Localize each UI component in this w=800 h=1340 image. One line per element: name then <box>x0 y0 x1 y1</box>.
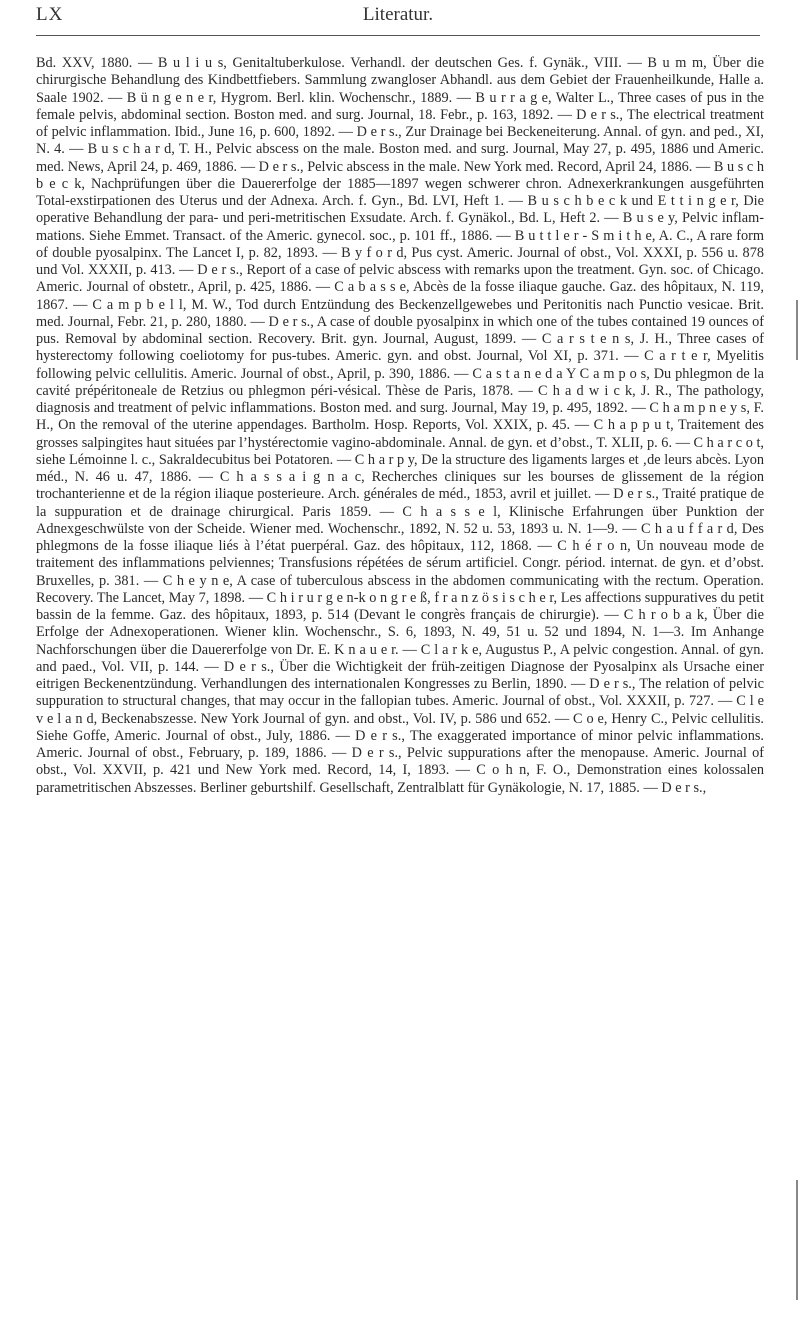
bibliography-paragraph: Bd. XXV, 1880. — B u l i u s, Genitaltuberkulose. Verhandl. der deutschen Ges. f. Gynäk., VIII. — B u m m, Über die chirurgische Behandlung des Kindbettfiebers. Sammlung zwangloser Abhandl. aus dem Gebiet der Frauenheilkunde, Halle a. Saale 1902. — B ü n g e n e r, Hygrom. Berl. klin. Wochenschr., 1889. — B u r r a g e, Walter L., Three cases of pus in the female pelvis, abdominal section. Boston med. and surg. Journal, 18. Febr., p. 163, 1892. — D e r s., The electrical treatment of pelvic inflammation. Ibid., June 16, p. 600, 1892. — D e r s., Zur Drainage bei Beckeneiterung. Annal. of gyn. and ped., XI, N. 4. — B u s c h a r d, T. H., Pelvic abscess on the male. Boston med. and surg. Journal, May 27, p. 495, 1886 und Americ. med. News, April 24, p. 469, 1886. — D e r s., Pelvic abscess in the male. New York med. Record, April 24, 1886. — B u s c h b e c k, Nachprüfungen über die Dauererfolge der 1885—1897 wegen schwerer chron. Adnexerkrankungen ausgeführten Total-exstirpationen des Uterus und der Adnexa. Arch. f. Gyn., Bd. LVI, Heft 1. — B u s c h b e c k und E t t i n g e r, Die operative Behandlung der para- und peri-metritischen Exsudate. Arch. f. Gynäkol., Bd. L, Heft 2. — B u s e y, Pelvic inflam-mations. Siehe Emmet. Transact. of the Americ. gynecol. soc., p. 101 ff., 1886. — B u t t l e r - S m i t h e, A. C., A rare form of double pyosalpinx. The Lancet I, p. 82, 1893. — B y f o r d, Pus cyst. Americ. Journal of obst., Vol. XXXI, p. 556 u. 878 und Vol. XXXII, p. 413. — D e r s., Report of a case of pelvic abscess with remarks upon the treatment. Gyn. soc. of Chicago. Americ. Journal of obstetr., April, p. 425, 1886. — C a b a s s e, Abcès de la fosse iliaque gauche. Gaz. des hôpitaux, N. 119, 1867. — C a m p b e l l, M. W., Tod durch Entzündung des Beckenzellgewebes und Peritonitis nach Punctio vesicae. Brit. med. Journal, Febr. 21, p. 280, 1880. — D e r s., A case of double pyosalpinx in which one of the tubes contained 19 ounces of pus. Removal by abdominal section. Recovery. Brit. gyn. Journal, August, 1899. — C a r s t e n s, J. H., Three cases of hysterectomy following coeliotomy for pus-tubes. Americ. gyn. and obst. Journal, Vol XI, p. 371. — C a r t e r, Myelitis following pelvic cellulitis. Americ. Journal of obst., April, p. 390, 1886. — C a s t a n e d a Y C a m p o s, Du phlegmon de la cavité prépéritoneale de Retzius ou phlegmon péri-vésical. Thèse de Paris, 1878. — C h a d w i c k, J. R., The pathology, diagnosis and treatment of pelvic inflammations. Boston med. and surg. Journal, May 19, p. 495, 1892. — C h a m p n e y s, F. H., On the removal of the uterine appendages. Bartholm. Hosp. Reports, Vol. XXIX, p. 45. — C h a p p u t, Traitement des grosses salpingites haut situées par l’hystérectomie vagino-abdominale. Annal. de gyn. et d’obst., T. XLII, p. 6. — C h a r c o t, siehe Lémoinne l. c., Sakraldecubitus bei Potatoren. — C h a r p y, De la structure des ligaments larges et ‚de leurs abcès. Lyon méd., N. 46 u. 47, 1886. — C h a s s a i g n a c, Recherches cliniques sur les bourses de glissement de la région trochanterienne et de la région iliaque posterieure. Arch. générales de méd., 1853, avril et juillet. — D e r s., Traité pratique de la suppuration et de drainage chirurgical. Paris 1859. — C h a s s e l, Klinische Erfahrungen über Punktion der Adnexgeschwülste von der Scheide. Wiener med. Wochenschr., 1892, N. 52 u. 53, 1893 u. N. 1—9. — C h a u f f a r d, Des phlegmons de la fosse iliaque liés à l’état puerpéral. Gaz. des hôpitaux, 112, 1868. — C h é r o n, Un nouveau mode de traitement des inflammations pelviennes; Transfusions répétées de sérum artificiel. Congr. périod. internat. de gyn. et d’obst. Bruxelles, p. 381. — C h e y n e, A case of tuberculous abscess in the abdomen communicating with the rectum. Operation. Recovery. The Lancet, May 7, 1898. — C h i r u r g e n-k o n g r e ß, f r a n z ö s i s c h e r, Les affections suppuratives du petit bassin de la femme. Gaz. des hôpitaux, 1893, p. 514 (Devant le congrès français de chirurgie). — C h r o b a k, Über die Erfolge der Adnexoperationen. Wiener klin. Wochenschr., S. 6, 1893, N. 49, 51 u. 52 und 1894, N. 1—3. Im Anhange Nachforschungen über die Dauererfolge von Dr. E. K n a u e r. — C l a r k e, Augustus P., A pelvic congestion. Annal. of gyn. and paed., Vol. VII, p. 144. — D e r s., Über die Wichtigkeit der früh-zeitigen Diagnose der Pyosalpinx als Ursache einer eitrigen Beckenentzündung. Verhandlungen des internationalen Kongresses zu Berlin, 1890. — D e r s., The relation of pelvic suppuration to structural changes, that may occur in the fallopian tubes. Americ. Journal of obst., Vol. XXXII, p. 727. — C l e v e l a n d, Beckenabszesse. New York Journal of gyn. and obst., Vol. IV, p. 586 und 652. — C o e, Henry C., Pelvic cellulitis. Siehe Goffe, Americ. Journal of obst., July, 1886. — D e r s., The exaggerated importance of minor pelvic inflammations. Americ. Journal of obst., February, p. 189, 1886. — D e r s., Pelvic suppurations after the menopause. Americ. Journal of obst., Vol. XXVII, p. 421 und New York med. Record, 14, I, 1893. — C o h n, F. O., Demonstration eines kolossalen parametritischen Abszesses. Berliner geburtshilf. Gesellschaft, Zentralblatt für Gynäkologie, N. 17, 1885. — D e r s., <box>36 55 764 796</box>
page-number: LX <box>36 4 64 25</box>
running-title: Literatur. <box>362 4 434 25</box>
page-edge-mark <box>796 1180 798 1300</box>
header-rule <box>36 35 760 36</box>
bibliography-text <box>36 55 764 797</box>
page-edge-mark <box>796 300 798 360</box>
running-head <box>36 4 760 34</box>
